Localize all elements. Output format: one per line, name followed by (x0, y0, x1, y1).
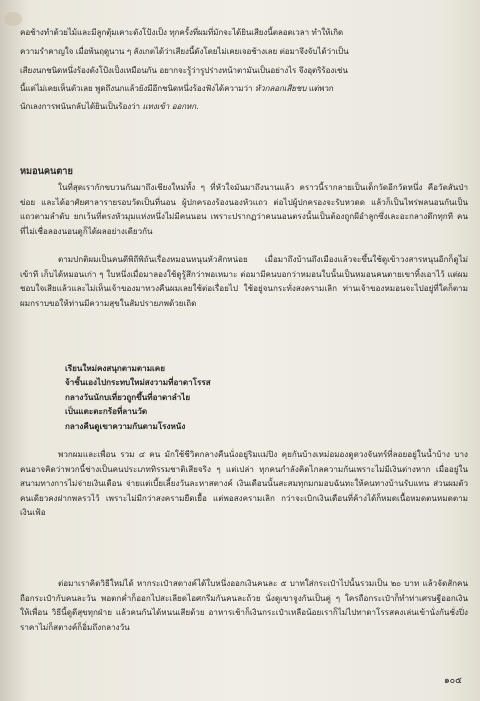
paragraph-1: ในที่สุดเรากักขบวนกันมาถึงเชียงใหม่ทั้ง ๆ ที่หัวใจมันมาถึงนานแล้ว คราวนี้รากลายเป็นเด็กวัดอีกวัดหนึ่ง คือวัดสันป่าข่อย และได้อาศัยศาลารายรอบวัดเป็นที่นอน ผู้ปกครองร้องนองหัวแถว ต่อไปผู้ปกครองจะรับหวดด แล้วก็เป็นไพร่พลนอนกันเป็นแถวตามลำดับ ยกเว้นที่ตรงหัวมุมแห่งหนึ่งไม่มีคนนอน เพราะปรากฏว่าคนนอนตรงนั้นเป็นต้องถูกผีอำลูกซึ่งเละอะกลางดึกทุกที คนที่ไม่เชื่อลองนอนดูก็ได้ผลอย่างเดียวกัน (20, 182, 468, 236)
top-line-2: ความรำคาญใจ เมื่อพ้นฤดูนาน ๆ สังเกตได้ว่าเสียงนี้ดังโดยไม่เคยเจอช้างเลย ต่อมาจึงจับได้ว่าเป็น (20, 46, 349, 56)
paragraph-2: ตามปกติผมเป็นคนดีพิถีพิถันเรื่องหมอนหนุนหัวสักหน่อย เมื่อมาถึงบ้านถึงเมืองแล้วจะขึ้นใช้ดูเข้าวงสารหนุนอีกก็ดูไม่เข้าที เก็บได้หมอนเก่า ๆ ใบหนึ่งเมื่อมาลองใช้ดูรู้สึกว่าพอเหมาะ ต่อมามีคนบอกว่าหมอนใบนั้นเป็นหมอนคนตายเขาทิ้งเอาไว้ แต่ผมชอบใจเสียแล้วและไม่เห็นเจ้าของมาทวงคืนผมเลยใช้ต่อเรื่อยไป ใช้อยู่จนกระทั่งสงครามเลิก ท่านเจ้าของหมอนจะไปอยู่ที่ใดก็ตาม ผมกราบขอให้ท่านมีความสุขในสัมปรายภพด้วยเถิด (20, 254, 468, 308)
activity-list (65, 361, 465, 433)
top-line-4-text: นี้แต่ไม่เคยเห็นตัวเลย พูดถึงนกแล้วยังมีอีกชนิดหนึ่งร้องฟังได้ความว่า (20, 83, 253, 93)
top-line-5 (20, 100, 468, 112)
page-number: ๑๐๕ (443, 676, 462, 686)
paragraph-3: พวกผมและเพื่อน รวม ๔ คน มักใช้ชีวิตกลางคืนนั่งอยู่ริมแม่ปิง คุยกันบ้างเหม่อมองดูดวงจันทร์ที่ลอยอยู่ในน้ำบ้าง บางคนอาจคิดว่าพวกนี้ช่างเป็นคนประเภททิรรมชาติเสียจริง ๆ แต่เปล่า ทุกคนกำลังคิดไกลความกันเพราะไม่มีเงินต่างหาก เมื่ออยู่ในสนามทางการไม่จ่ายเงินเดือน จ่ายแต่เบี้ยเลี้ยงวันละหาสตางค์ เงินเดือนนั้นสะสมทุกมกมอบฉันทะให้คนทางบ้านรับแทน ส่วนผมตัวคนเดียวคงฝากพลรวไว้ เพราะไม่มีกว่าสงครามยืดเยื้อ แต่พอสงครามเลิก กว่าจะเบิกเงินเดือนที่ค้างได้ก็หมดเนื้อหมดตนหมดตามเงินเฟ้อ (20, 449, 468, 518)
gamblers-call-italic: แทงเข้า ออกหก. (142, 101, 199, 111)
bird-name-italic: หัวกลอกเสียชบ (254, 83, 307, 93)
top-line-5-text: นักเลงการพนันกลับได้ยินเป็นร้องว่า (20, 101, 140, 111)
paragraph-4: ต่อมาเราคิดวิธีใหม่ได้ หากระเป๋าสตางค์ได้ใบหนึ่งออกเงินคนละ ๕ บาทใส่กระเป๋าไปนั้นรวมเป็น ๒๐ บาท แล้วจัดสักคนถือกระเป๋ากับคนละวัน พอตกค่ำก็ออกไปสะเลียดไอศกรีมกันคนละถ้วย นั่งดูเขาจูงกันเป็นคู่ ๆ ใครถือกระเป๋าก็ทำท่าเศรษฐีออกเงินให้เพื่อน วิธีนี้ดูดีสุขทุกฝ่าย แล้วคนกันได้หนนเสียด้วย อาหารเช้าก็เงินกระเป๋าเหลือน้อยเราก็ไม่ไปทาดาโรรสคงเล่นเข้านั่งกันชั่งปิ่งราคาไม่ก็สตางค์ก็อิ่มถึงกลางวัน (20, 578, 468, 632)
top-line-3: เสียงนกชนิดหนึ่งร้องดังโป้งเป็งเหมือนกัน อยากจะรู้ว่ารูปร่างหน้าตามันเป็นอย่างไร จึงอุตริร้องเช่น (20, 65, 348, 75)
top-line-4-tail: แต่พวก (308, 83, 334, 93)
list-item: เป็นแตะตะกร้อที่ลานวัด (65, 406, 148, 417)
section-heading: หมอนคนตาย (20, 166, 73, 177)
paper-stain (4, 12, 22, 26)
list-item: กลางคืนดูเขาความกันตามโรงหนัง (65, 420, 186, 431)
list-item: จ้าชั้นเองไปกระทบใหม่สงวามที่อาดาโรรส (65, 377, 211, 388)
top-line-1: คอช้างทำด้วยไม้และมีลูกตุ้มเคาะดังโป้งเป็ง ทุกครั้งที่ผมที่มักจะได้ยินเสียงนี้ตลอดเวลา ทำให้เกิด (20, 27, 344, 37)
list-item: กลางวันนักบเที่ยวถูกขึ้นที่อาดาลำไย (65, 391, 191, 402)
list-item: เรียนใหม่คงสนุกตามตามเคย (65, 363, 165, 373)
top-line-4 (20, 82, 468, 94)
